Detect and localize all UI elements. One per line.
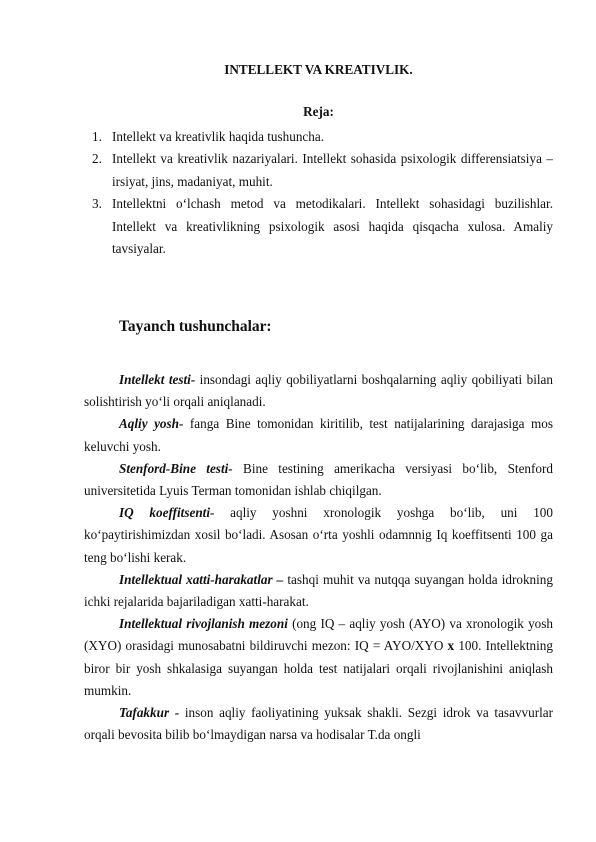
definition-term: Stenford-Bine testi- — [119, 460, 233, 476]
plan-item: 1. Intellekt va kreativlik haqida tushuncha. — [92, 129, 325, 144]
definition-paragraph: Aqliy yosh- fanga Bine tomonidan kiritilib, test natijalarining darajasiga mos keluvchi yosh. — [84, 416, 553, 454]
plan-heading: Reja: — [303, 104, 334, 119]
definition-term: IQ koeffitsenti- — [119, 505, 215, 521]
definition-paragraph: Stenford-Bine testi- Bine testining amerikacha versiyasi bo‘lib, Stenford universitetida Lyuis Terman tomonidan ishlab chiqilgan. — [84, 460, 554, 499]
document-title: INTELLEKT VA KREATIVLIK. — [224, 62, 413, 77]
definition-term: Intellektual xatti-harakatlar – — [119, 571, 284, 587]
plan-item: 3. Intellektni o‘lchash metod va metodikalari. Intellekt sohasidagi buzilishlar. Intellekt va kreativlikning psixologik asosi haqida qisqacha xulosa. Amaliy tavsiyalar. — [92, 196, 553, 257]
definition-term: Aqliy yosh- — [119, 416, 184, 432]
definition-paragraph: Intellektual xatti-harakatlar – tashqi muhit va nutqqa suyangan holda idrokning ichki rejalarida bajariladigan xatti-harakat. — [84, 571, 553, 610]
plan-list — [84, 126, 553, 260]
plan-item: 2. Intellekt va kreativlik nazariyalari. Intellekt sohasida psixologik differensiatsiya – irsiyat, jins, madaniyat, muhit. — [92, 151, 553, 189]
definition-paragraph: Intellektual rivojlanish mezoni (ong IQ – aqliy yosh (AYO) va xronologik yosh (XYO) orasidagi munosabatni bildiruvchi mezon: IQ = AYO/XYO x 100. Intellektning biror bir yosh shkalasiga suyangan holda test natijalari orqali rivojlanishini aniqlash mumkin. — [84, 616, 553, 698]
key-concepts-list — [84, 369, 553, 746]
definition-paragraph: IQ koeffitsenti- aqliy yoshni xronologik yoshga bo‘lib, uni 100 ko‘paytirishimizdan xosil bo‘ladi. Asosan o‘rta yoshli odamnnig Iq koeffitsenti 100 ga teng bo‘lishi kerak. — [84, 505, 553, 565]
definition-paragraph: Tafakkur - inson aqliy faoliyatining yuksak shakli. Sezgi idrok va tasavvurlar orqali bevosita bilib bo‘lmaydigan narsa va hodisalar T.da ongli — [84, 705, 553, 743]
definition-term: Intellektual rivojlanish mezoni — [119, 616, 288, 632]
key-concepts-heading: Tayanch tushunchalar: — [119, 318, 272, 335]
definition-term: Tafakkur - — [119, 705, 180, 721]
definition-paragraph: Intellekt testi- insondagi aqliy qobiliyatlarni boshqalarning aqliy qobiliyati bilan solishtirish yo‘li orqali aniqlanadi. — [84, 372, 553, 410]
definition-term: Intellekt testi- — [119, 372, 196, 387]
